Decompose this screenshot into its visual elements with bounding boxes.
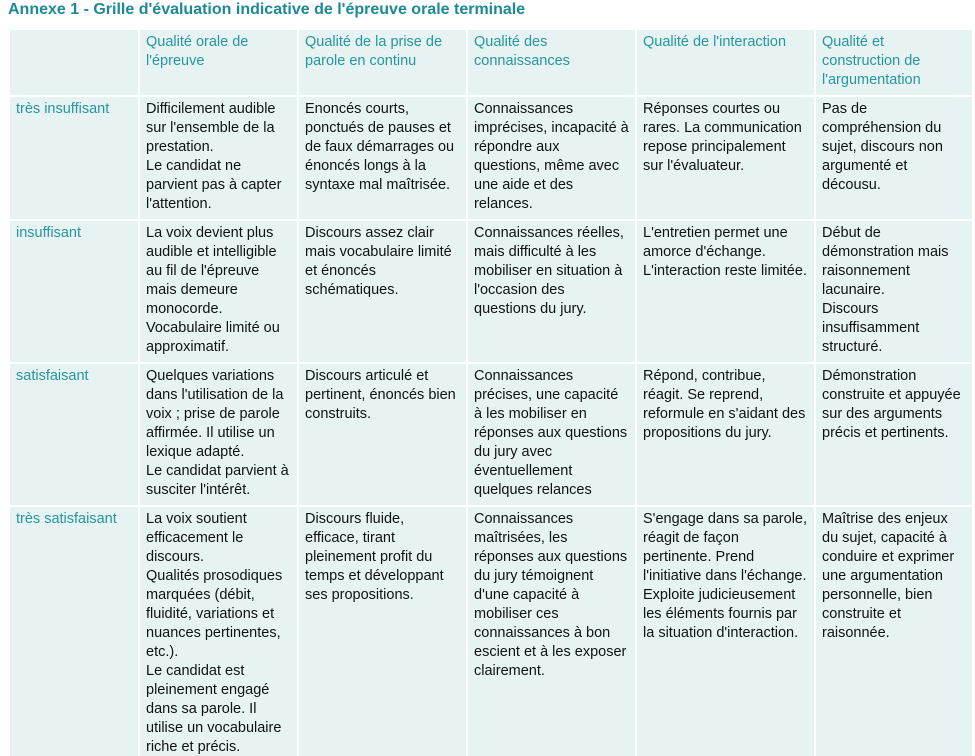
table-cell: Connaissances imprécises, incapacité à répondre aux questions, même avec une aide et des relances. — [467, 96, 636, 220]
column-header-oral-quality: Qualité orale de l'épreuve — [139, 29, 298, 96]
table-row — [9, 96, 973, 220]
table-cell: Quelques variations dans l'utilisation de la voix ; prise de parole affirmée. Il utilise un lexique adapté. Le candidat parvient à susciter l'intérêt. — [139, 363, 298, 506]
table-cell: Difficilement audible sur l'ensemble de la prestation. Le candidat ne parvient pas à capter l'attention. — [139, 96, 298, 220]
table-cell: Connaissances maîtrisées, les réponses aux questions du jury témoignent d'une capacité à mobiliser ces connaissances à bon escient et à les exposer clairement. — [467, 506, 636, 756]
page-title: Annexe 1 - Grille d'évaluation indicative de l'épreuve orale terminale — [8, 1, 526, 18]
table-row — [9, 220, 973, 363]
table-row — [9, 506, 973, 756]
column-header-knowledge: Qualité des connaissances — [467, 29, 636, 96]
evaluation-grid-table — [8, 28, 974, 756]
table-row — [9, 363, 973, 506]
row-header-level: très satisfaisant — [9, 506, 139, 756]
table-cell: Répond, contribue, réagit. Se reprend, reformule en s'aidant des propositions du jury. — [636, 363, 815, 506]
table-cell: Démonstration construite et appuyée sur des arguments précis et pertinents. — [815, 363, 973, 506]
corner-cell — [9, 29, 139, 96]
row-header-level: satisfaisant — [9, 363, 139, 506]
table-cell: Discours assez clair mais vocabulaire limité et énoncés schématiques. — [298, 220, 467, 363]
table-cell: Réponses courtes ou rares. La communication repose principalement sur l'évaluateur. — [636, 96, 815, 220]
table-cell: La voix soutient efficacement le discours. Qualités prosodiques marquées (débit, fluidité, variations et nuances pertinentes, etc.). Le candidat est pleinement engagé dans sa parole. Il utilise un vocabulaire riche et précis. — [139, 506, 298, 756]
table-cell: Maîtrise des enjeux du sujet, capacité à conduire et exprimer une argumentation personnelle, bien construite et raisonnée. — [815, 506, 973, 756]
table-cell: Enoncés courts, ponctués de pauses et de faux démarrages ou énoncés longs à la syntaxe mal maîtrisée. — [298, 96, 467, 220]
table-cell: Pas de compréhension du sujet, discours non argumenté et décousu. — [815, 96, 973, 220]
column-header-argumentation: Qualité et construction de l'argumentation — [815, 29, 973, 96]
table-cell: Connaissances réelles, mais difficulté à les mobiliser en situation à l'occasion des questions du jury. — [467, 220, 636, 363]
table-cell: Discours fluide, efficace, tirant pleinement profit du temps et développant ses propositions. — [298, 506, 467, 756]
table-cell: Début de démonstration mais raisonnement lacunaire. Discours insuffisamment structuré. — [815, 220, 973, 363]
table-cell: L'entretien permet une amorce d'échange. L'interaction reste limitée. — [636, 220, 815, 363]
column-header-interaction: Qualité de l'interaction — [636, 29, 815, 96]
table-cell: Discours articulé et pertinent, énoncés bien construits. — [298, 363, 467, 506]
table-cell: Connaissances précises, une capacité à les mobiliser en réponses aux questions du jury avec éventuellement quelques relances — [467, 363, 636, 506]
header-row — [9, 29, 973, 96]
column-header-continuous-speech: Qualité de la prise de parole en continu — [298, 29, 467, 96]
table-cell: La voix devient plus audible et intelligible au fil de l'épreuve mais demeure monocorde. Vocabulaire limité ou approximatif. — [139, 220, 298, 363]
table-cell: S'engage dans sa parole, réagit de façon pertinente. Prend l'initiative dans l'échange. Exploite judicieusement les éléments fournis par la situation d'interaction. — [636, 506, 815, 756]
row-header-level: insuffisant — [9, 220, 139, 363]
row-header-level: très insuffisant — [9, 96, 139, 220]
